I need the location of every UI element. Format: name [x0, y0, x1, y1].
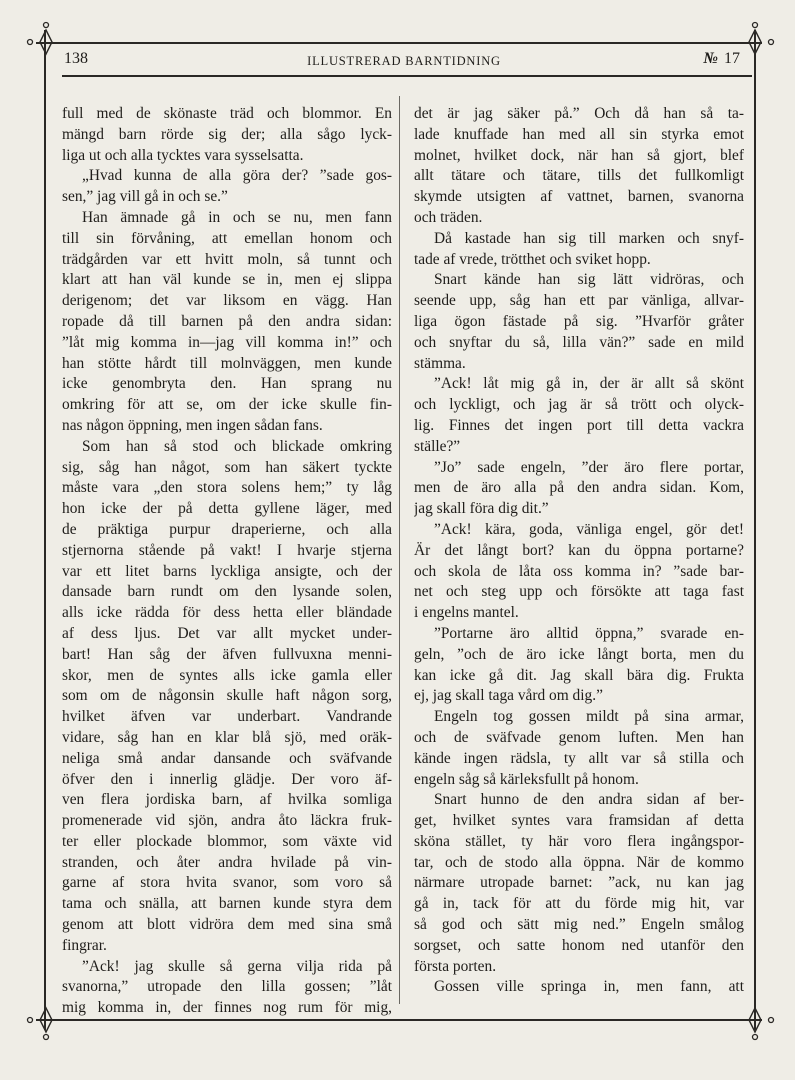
- text-line: hon icke der på detta gyllene läger, med: [62, 500, 392, 518]
- text-line: som om de någonsin skulle haft någon sorg,: [62, 687, 392, 705]
- text-line: ropade då till barnen på den andra sidan:: [62, 312, 392, 330]
- text-line: i engelns mantel.: [414, 604, 519, 622]
- text-line: ställe?”: [414, 437, 461, 455]
- text-line: icke genombryta den. Han sprang nu: [62, 375, 392, 393]
- text-line: genom att blott vidröra dem med sina små: [62, 916, 392, 934]
- text-line: ”låt mig komma in—jag vill komma in!” och: [62, 333, 392, 351]
- frame-top-line: [36, 42, 762, 44]
- text-line: första porten.: [414, 957, 497, 975]
- text-line: ”Ack! låt mig gå in, der är allt så skönt: [434, 375, 744, 393]
- text-line: lade knuffade han med all sin styrka emot: [414, 125, 744, 143]
- text-line: sen,” jag vill gå in och se.”: [62, 188, 228, 206]
- text-line: Gossen ville springa in, men fann, att: [434, 978, 744, 996]
- text-line: ”Ack! kära, goda, vänliga engel, gör det!: [434, 520, 744, 538]
- right-column: [414, 104, 744, 998]
- text-line: svanorna,” utropade den lilla gossen; ”låt: [62, 978, 392, 996]
- text-line: gå in, tack för att du förde mig hit, var: [414, 895, 744, 913]
- text-line: hvilket äfven var underbart. Vandrande: [62, 708, 392, 726]
- issue-prefix: №: [703, 50, 718, 67]
- text-line: han stötte hårdt till molnväggen, men kunde: [62, 354, 392, 372]
- issue-number-value: 17: [724, 50, 740, 67]
- text-line: Snart kände han sig lätt vidröras, och: [434, 271, 744, 289]
- text-line: och snyftar du så, lilla vän?” sade en mild: [414, 333, 744, 351]
- text-line: allt tätare och tätare, tills det fullkomligt: [414, 167, 744, 185]
- text-line: vidare, såg han en klar blå sjö, med oräk-: [62, 728, 392, 746]
- publication-title: ILLUSTRERAD BARNTIDNING: [307, 54, 501, 68]
- text-line: och skola de låta oss komma in? ”sade bar-: [414, 562, 744, 580]
- text-line: sköna stället, ty här voro flera ingångspor-: [414, 832, 744, 850]
- issue-number: [703, 50, 740, 68]
- corner-ornament-top-left-icon: [24, 20, 68, 64]
- text-line: men de äro alla på den andra sidan. Kom,: [414, 479, 744, 497]
- text-line: klart att han väl kunde se in, men ej slippa: [62, 271, 392, 289]
- text-line: ej, jag skall taga vård om dig.”: [414, 687, 603, 705]
- text-line: och de sväfvade genom luften. Men han: [414, 728, 744, 746]
- text-line: stranden, och åter andra hvilade på vin-: [62, 853, 392, 871]
- text-line: närmare utropade barnet: ”ack, nu kan jag: [414, 874, 744, 892]
- text-line: geln, ”och de äro icke långt borta, men du: [414, 645, 744, 663]
- text-line: skor, men de syntes alls icke gamla eller: [62, 666, 392, 684]
- header-rule: [62, 75, 752, 77]
- text-line: tama och snälla, att barnen kunde styra dem: [62, 895, 392, 913]
- text-line: ven flera jordiska barn, af hvilka somliga: [62, 791, 392, 809]
- text-line: och träden.: [414, 208, 483, 226]
- text-line: kände ingen rädsla, ty allt var så stilla och: [414, 749, 744, 767]
- text-line: nas någon öppning, men ingen sådan fans.: [62, 416, 323, 434]
- text-line: öfver den i innerlig glädje. Der voro äf-: [62, 770, 392, 788]
- text-line: sorgset, och satte honom ned utanför den: [414, 936, 744, 954]
- text-line: måste vara „den stora solens hem;” ty låg: [62, 479, 392, 497]
- text-line: stämma.: [414, 354, 466, 372]
- text-line: liga ögon fästade på sig. ”Hvarför gråter: [414, 312, 744, 330]
- left-column: [62, 104, 392, 1019]
- text-line: engeln såg så kärleksfullt på honom.: [414, 770, 639, 788]
- text-line: tade af vrede, trötthet och sviket hopp.: [414, 250, 651, 268]
- text-line: Engeln tog gossen mildt på sina armar,: [434, 708, 744, 726]
- text-line: promenerade vid sjön, andra åto läckra fruk-: [62, 812, 392, 830]
- page-number: 138: [64, 50, 88, 67]
- text-line: af dess ljus. Det var allt mycket under-: [62, 624, 392, 642]
- text-line: mig komma in, der finnes nog rum för mig,: [62, 999, 392, 1017]
- text-line: ”Portarne äro alltid öppna,” svarade en-: [434, 624, 744, 642]
- text-line: „Hvad kunna de alla göra der? ”sade gos-: [82, 167, 392, 185]
- text-line: Då kastade han sig till marken och snyf-: [434, 229, 744, 247]
- text-line: net och steg upp och försökte att taga fast: [414, 583, 744, 601]
- text-line: Är det långt bort? kan du öppna portarne?: [414, 541, 744, 559]
- text-line: ”Ack! jag skulle så gerna vilja rida på: [82, 957, 392, 975]
- text-line: omkring för att se, om der icke skulle fin-: [62, 396, 392, 414]
- text-line: så god och sätt mig ned.” Engeln smålog: [414, 916, 744, 934]
- text-line: ”Jo” sade engeln, ”der äro flere portar,: [434, 458, 744, 476]
- text-line: skymde utsigten af vattnet, barnen, svanorna: [414, 188, 744, 206]
- text-line: och lyckligt, och jag är så trött och olyck-: [414, 396, 744, 414]
- text-line: det är jag säker på.” Och då han så ta-: [414, 105, 744, 122]
- text-line: fingrar.: [62, 936, 107, 954]
- frame-left-line: [44, 30, 46, 1030]
- text-line: Snart hunno de den andra sidan af ber-: [434, 791, 744, 809]
- text-line: ter eller plockade blommor, som växte vid: [62, 832, 392, 850]
- text-line: trädgården var ett hvitt moln, så tunnt och: [62, 250, 392, 268]
- text-line: alls icke rädda för dess hetta eller bländade: [62, 604, 392, 622]
- text-line: molnet, hvilket dock, när han så gjort, blef: [414, 146, 744, 164]
- text-line: dansade barn rundt om den lysande solen,: [62, 583, 392, 601]
- text-line: garne af stora hvita svanor, som voro så: [62, 874, 392, 892]
- text-line: Han ämnade gå in och se nu, men fann: [82, 208, 392, 226]
- text-line: liga ut och alla tycktes vara sysselsatta.: [62, 146, 304, 164]
- text-line: get, hvilket syntes vara framsidan af detta: [414, 812, 744, 830]
- text-line: neliga små andar dansande och sväfvande: [62, 749, 392, 767]
- text-line: stjernorna stående på vakt! I hvarje stjerna: [62, 541, 392, 559]
- text-line: full med de skönaste träd och blommor. En: [62, 105, 392, 122]
- text-line: mängd barn rörde sig der; alla sågo lyck-: [62, 125, 392, 143]
- text-line: var ett litet barns lyckliga ansigte, och der: [62, 562, 392, 580]
- column-divider: [399, 96, 400, 1004]
- text-line: tar, och de stodo alla öppna. När de kommo: [414, 853, 744, 871]
- text-line: jag skall föra dig dit.”: [414, 500, 549, 518]
- text-line: de präktiga purpur draperierne, och alla: [62, 520, 392, 538]
- text-line: bart! Han såg der äfven fullvuxna menni-: [62, 645, 392, 663]
- frame-right-line: [754, 30, 756, 1030]
- text-line: derigenom; det var liksom en vägg. Han: [62, 292, 392, 310]
- text-line: Som han så stod och blickade omkring: [82, 437, 392, 455]
- frame-bottom-line: [36, 1019, 762, 1021]
- text-line: seende upp, såg han ett par vänliga, allvar-: [414, 292, 744, 310]
- corner-ornament-bottom-right-icon: [733, 998, 777, 1042]
- text-line: sig, såg han något, som han säkert tyckte: [62, 458, 392, 476]
- text-line: till sin förvåning, att emellan honom och: [62, 229, 392, 247]
- text-line: kan icke gå dit. Jag skall bära dig. Frukta: [414, 666, 744, 684]
- text-line: lig. Finnes det ingen port till detta vackra: [414, 416, 744, 434]
